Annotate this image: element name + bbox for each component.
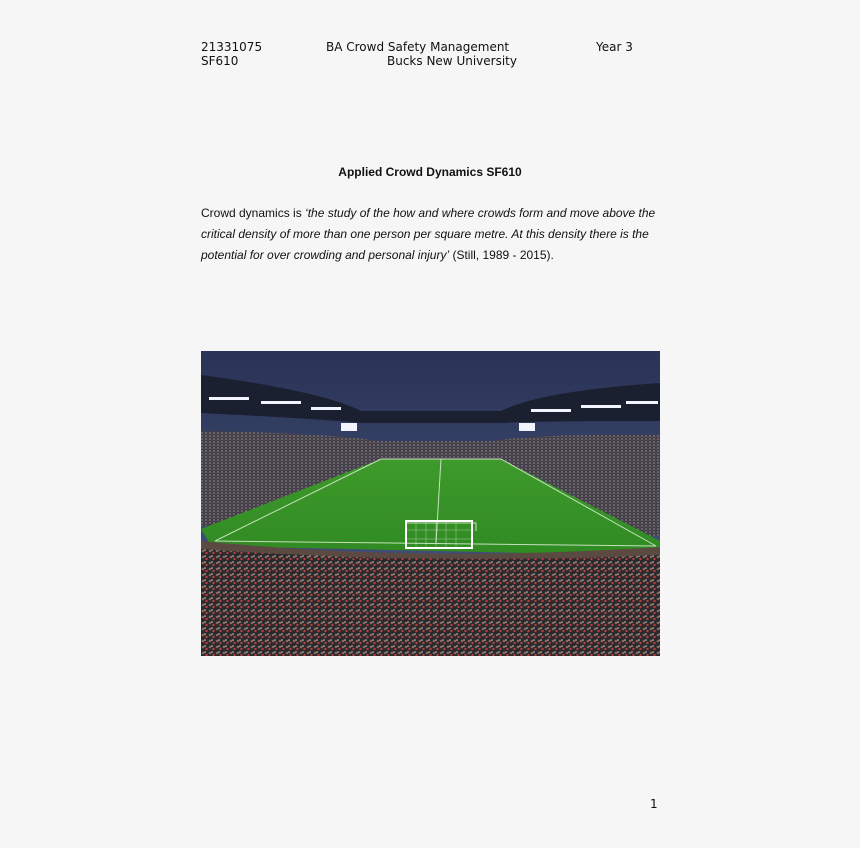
header-course: BA Crowd Safety Management bbox=[326, 40, 510, 54]
header-module: SF610 bbox=[201, 54, 239, 68]
page-number: 1 bbox=[650, 797, 658, 811]
intro-lead: Crowd dynamics is bbox=[201, 206, 306, 220]
header-year: Year 3 bbox=[596, 40, 633, 54]
header-student-id: 21331075 bbox=[201, 40, 263, 54]
stadium-illustration bbox=[201, 351, 660, 656]
header-university: Bucks New University bbox=[387, 54, 517, 68]
intro-paragraph bbox=[201, 203, 661, 266]
intro-quote: ‘the study of the how and where crowds form and move above the critical density of more than one person per square metre. At this density there is the potential for over crowding and personal injury’ bbox=[201, 206, 656, 262]
stadium-photo bbox=[201, 351, 660, 656]
intro-citation: (Still, 1989 - 2015). bbox=[449, 248, 554, 262]
document-title: Applied Crowd Dynamics SF610 bbox=[338, 165, 522, 179]
